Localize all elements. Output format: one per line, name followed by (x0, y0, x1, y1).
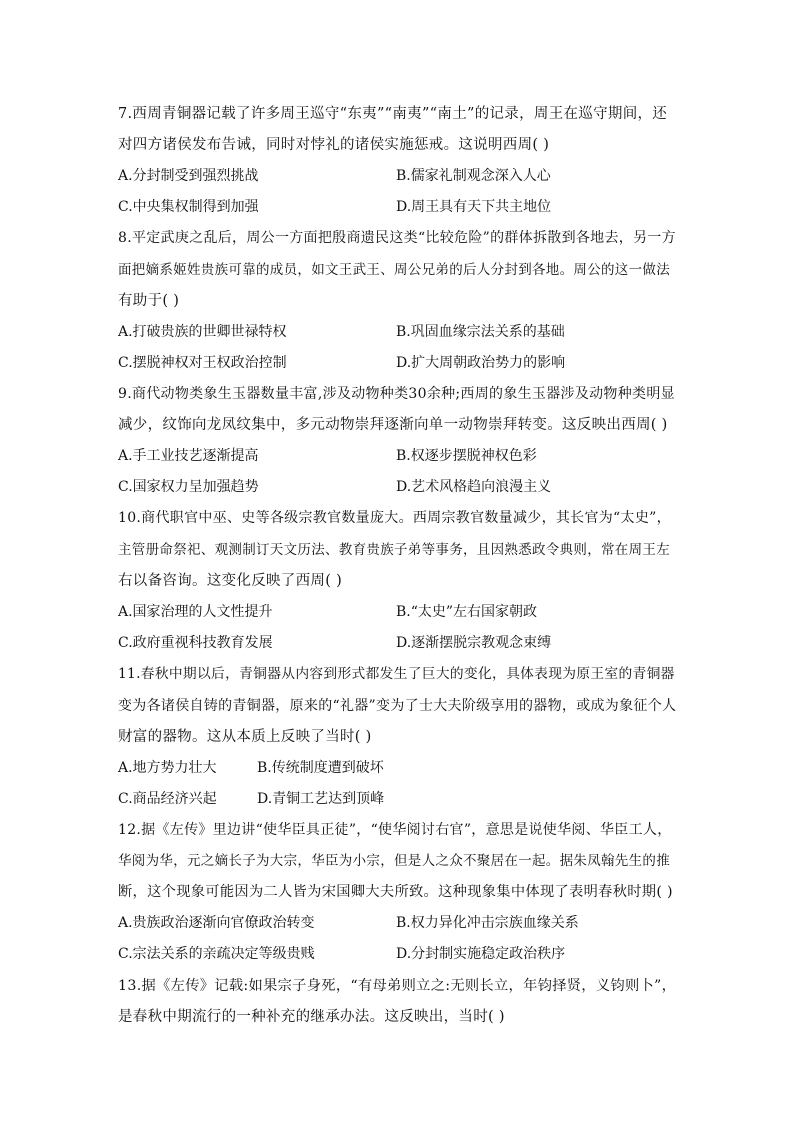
question-12-option-a: A.贵族政治逐渐向官僚政治转变 (118, 915, 315, 931)
question-7-option-d: D.周王具有天下共主地位 (396, 199, 552, 215)
question-8-option-c: C.摆脱神权对王权政治控制 (118, 355, 287, 371)
question-10-line-3: 右以备咨询。这变化反映了西周( ) (118, 573, 343, 589)
question-8-line-2: 面把嫡系姬姓贵族可靠的成员，如文王武王、周公兄弟的后人分封到各地。周公的这一做法 (118, 262, 670, 278)
question-13-line-2: 是春秋中期流行的一种补充的继承办法。这反映出，当时( ) (118, 1009, 505, 1025)
question-7-line-1: 7.西周青铜器记载了许多周王巡守“东夷”“南夷”“南土”的记录，周王在巡守期间，还 (118, 106, 668, 122)
question-12-option-d: D.分封制实施稳定政治秩序 (396, 946, 566, 962)
question-12-line-2: 华阅为华，元之嫡长子为大宗，华臣为小宗，但是人之众不聚居在一起。据朱凤翰先生的推 (118, 853, 670, 869)
question-7-line-2: 对四方诸侯发布告诫，同时对悖礼的诸侯实施惩戒。这说明西周( ) (118, 137, 550, 153)
question-9-option-d: D.艺术风格趋向浪漫主义 (396, 479, 552, 495)
question-12-line-1: 12.据《左传》里边讲“使华臣具正徒”，“使华阅讨右官”，意思是说使华阅、华臣工人， (118, 822, 672, 838)
question-7-option-a: A.分封制受到强烈挑战 (118, 168, 259, 184)
question-10-option-d: D.逐渐摆脱宗教观念束缚 (396, 635, 552, 651)
question-11-option-a: A.地方势力壮大 (118, 760, 217, 776)
question-8-option-b: B.巩固血缘宗法关系的基础 (396, 324, 565, 340)
question-11-option-b: B.传统制度遭到破坏 (257, 760, 384, 776)
question-10-option-a: A.国家治理的人文性提升 (118, 604, 273, 620)
question-8-line-1: 8.平定武庚之乱后，周公一方面把殷商遗民这类“比较危险”的群体拆散到各地去，另一方 (118, 230, 676, 246)
question-11-line-3: 财富的器物。这从本质上反映了当时( ) (118, 729, 372, 745)
question-8-line-3: 有助于( ) (118, 293, 180, 309)
question-9-option-b: B.权逐步摆脱神权色彩 (396, 448, 537, 464)
question-12-option-c: C.宗法关系的亲疏决定等级贵贱 (118, 946, 315, 962)
question-10-line-2: 主管册命祭祀、观测制订天文历法、教育贵族子弟等事务，且因熟悉政令典则，常在周王左 (118, 542, 670, 558)
question-9-line-2: 减少，纹饰向龙凤纹集中，多元动物崇拜逐渐向单一动物崇拜转变。这反映出西周( ) (118, 417, 668, 433)
question-8-option-a: A.打破贵族的世卿世禄特权 (118, 324, 287, 340)
question-11-line-2: 变为各诸侯自铸的青铜器，原来的“礼器”变为了士大夫阶级享用的器物，或成为象征个人 (118, 698, 677, 714)
question-11-option-c: C.商品经济兴起 (118, 791, 217, 807)
question-7-option-b: B.儒家礼制观念深入人心 (396, 168, 551, 184)
question-9-line-1: 9.商代动物类象生玉器数量丰富,涉及动物种类30余种;西周的象生玉器涉及动物种类明显 (118, 386, 675, 402)
question-12-line-3: 断，这个现象可能因为二人皆为宋国卿大夫所致。这种现象集中体现了表明春秋时期( ) (118, 884, 673, 900)
question-9-option-a: A.手工业技艺逐渐提高 (118, 448, 259, 464)
question-13-line-1: 13.据《左传》记载:如果宗子身死，“有母弟则立之:无则长立，年钧择贤，义钧则卜”， (118, 978, 677, 994)
question-10-line-1: 10.商代职官中巫、史等各级宗教官数量庞大。西周宗教官数量减少，其长官为“太史”， (118, 510, 671, 526)
question-7-option-c: C.中央集权制得到加强 (118, 199, 259, 215)
question-12-option-b: B.权力异化冲击宗族血缘关系 (396, 915, 579, 931)
question-10-option-c: C.政府重视科技教育发展 (118, 635, 273, 651)
question-10-option-b: B.“太史”左右国家朝政 (396, 604, 538, 620)
question-8-option-d: D.扩大周朝政治势力的影响 (396, 355, 566, 371)
question-9-option-c: C.国家权力呈加强趋势 (118, 479, 259, 495)
question-11-line-1: 11.春秋中期以后，青铜器从内容到形式都发生了巨大的变化，具体表现为原王室的青铜器 (118, 666, 675, 682)
question-11-option-d: D.青铜工艺达到顶峰 (257, 791, 385, 807)
